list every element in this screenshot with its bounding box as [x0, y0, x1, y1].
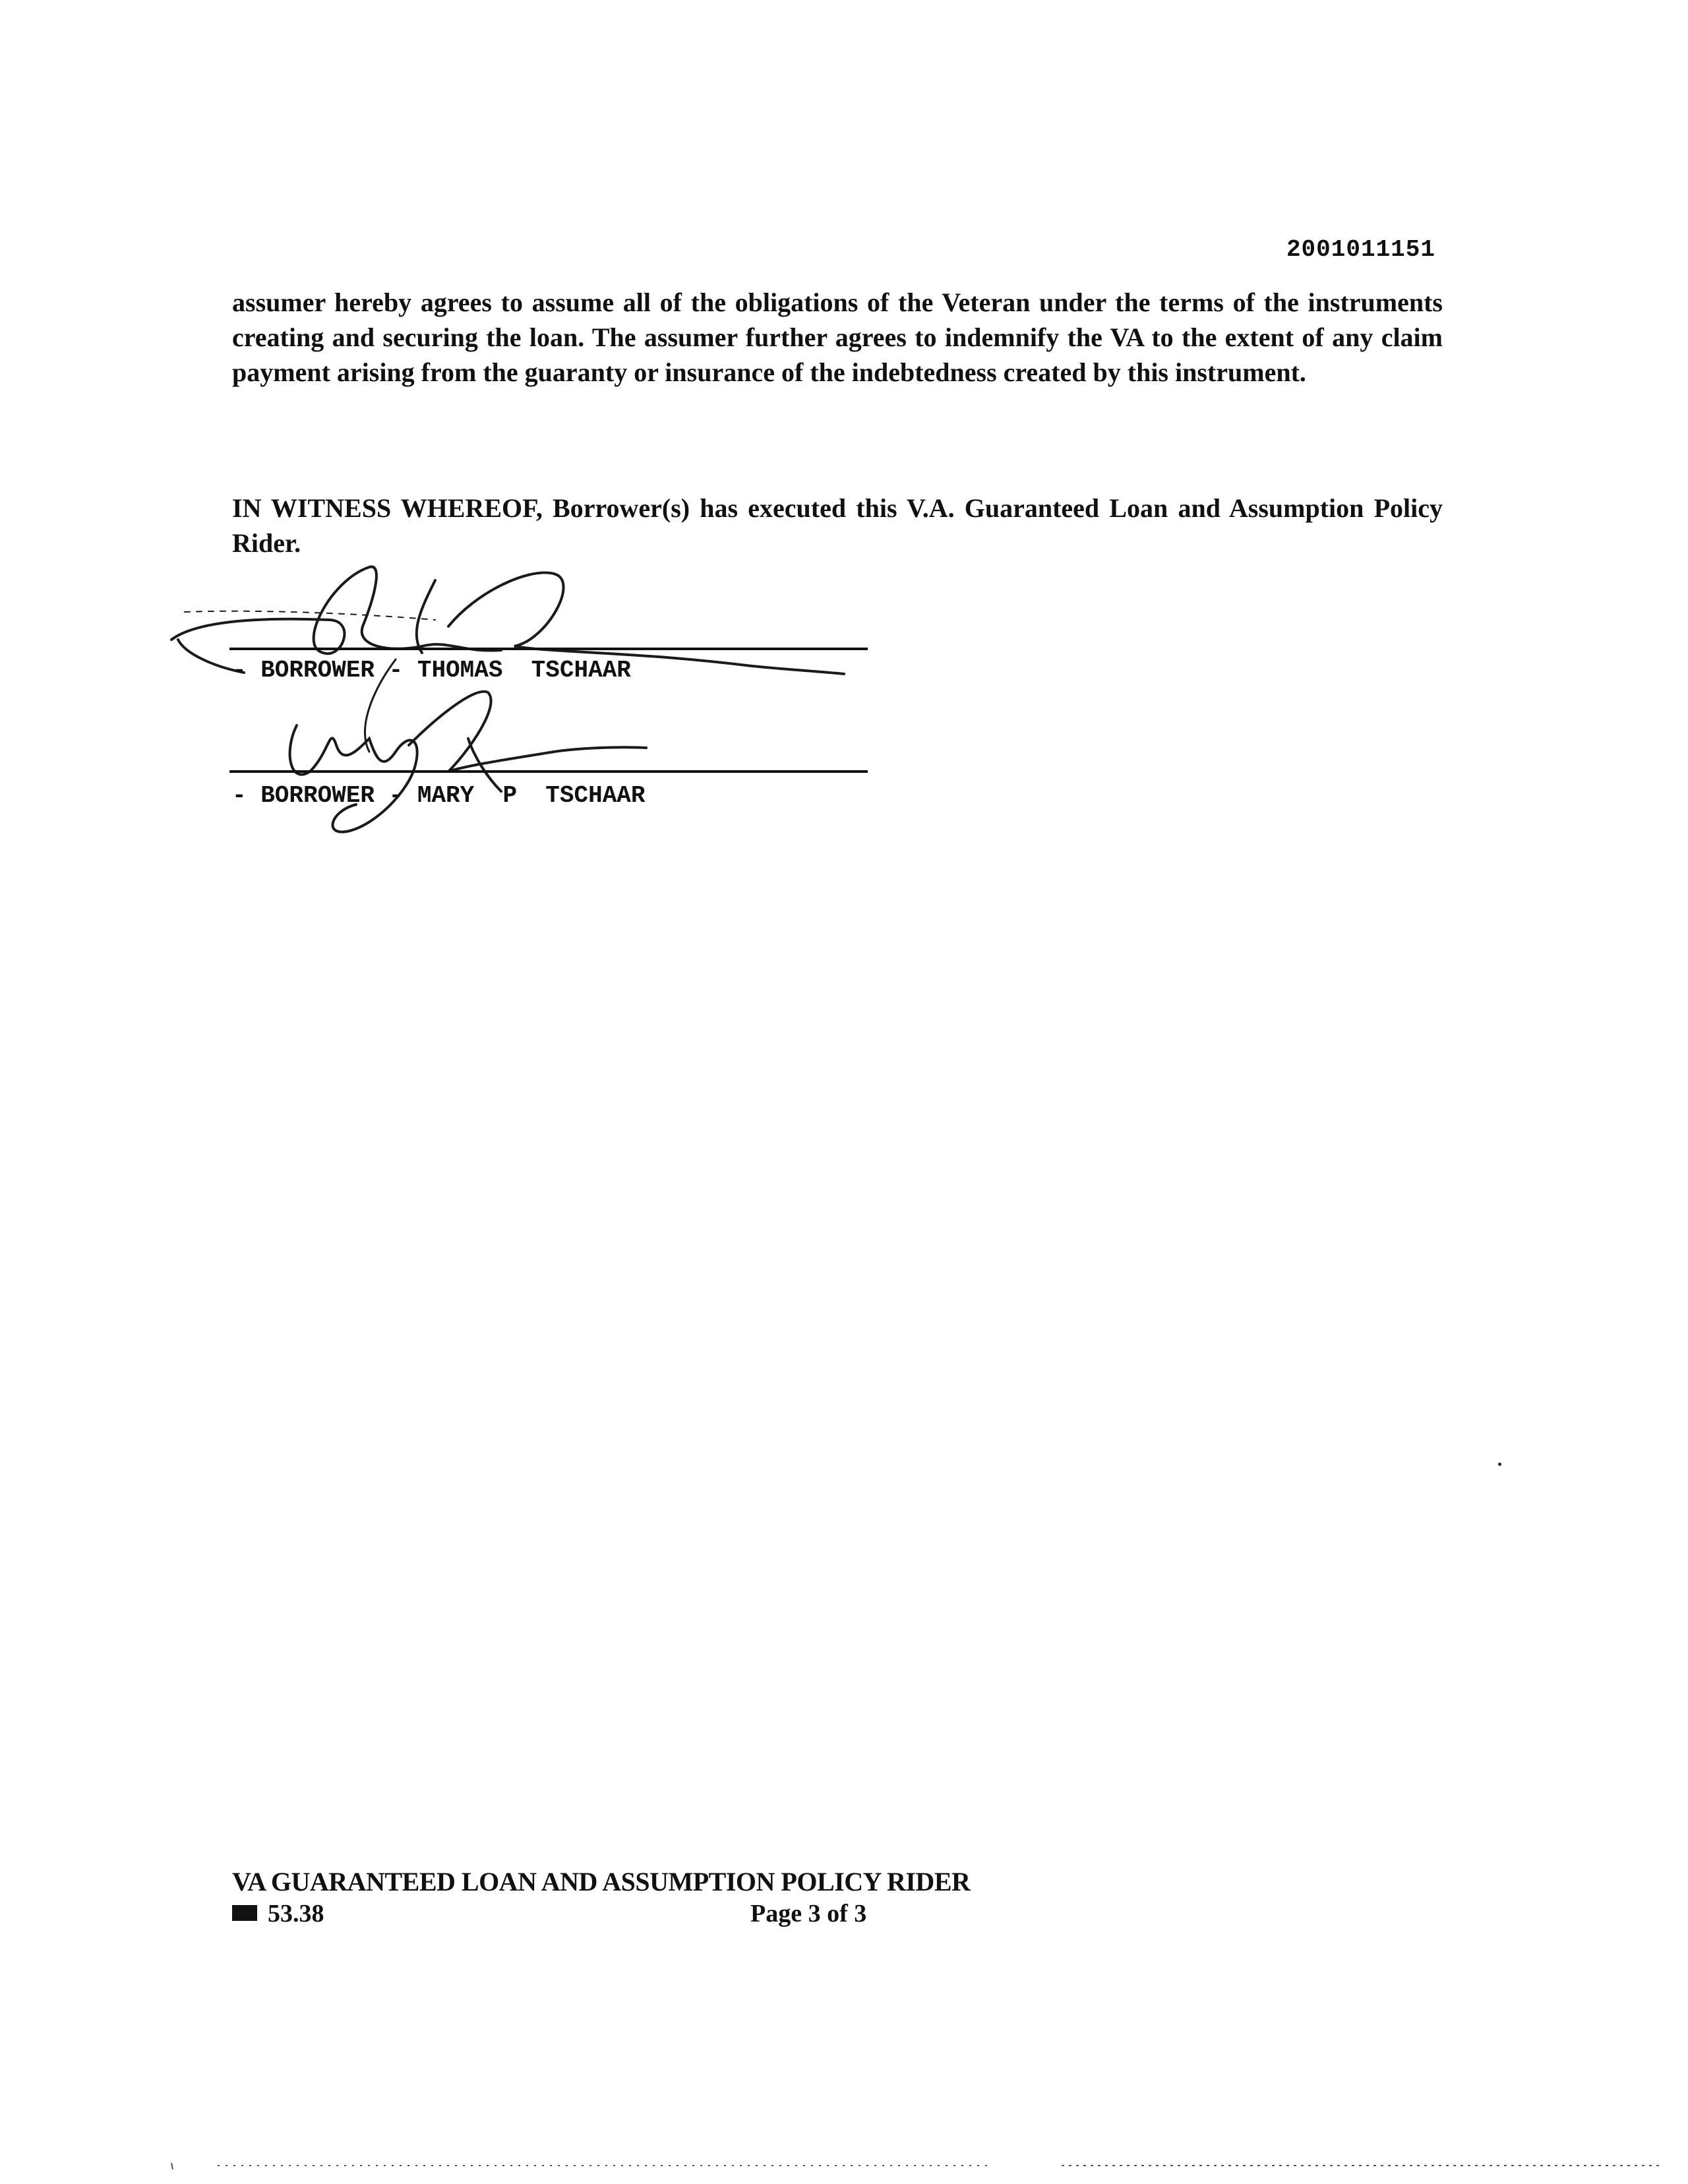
handwritten-signatures	[158, 554, 917, 857]
body-paragraph-witness	[232, 491, 1443, 561]
form-logo-icon	[232, 1905, 257, 1921]
form-title: VA GUARANTEED LOAN AND ASSUMPTION POLICY RIDER	[232, 1867, 971, 1896]
scan-edge-noise	[0, 2159, 1688, 2172]
signature-stroke	[290, 725, 417, 832]
form-number	[232, 1899, 324, 1928]
paragraph-text: assumer hereby agrees to assume all of the obligations of the Veteran under the terms of the instruments creating and securing the loan. The assumer further agrees to indemnify the VA to the extent of any claim payment arising from the guaranty or insurance of the indebtedness created by this instrument.	[232, 288, 1443, 387]
signature-caption-mary: - BORROWER - MARY P TSCHAAR	[232, 782, 646, 809]
signature-caption-thomas: - BORROWER - THOMAS TSCHAAR	[232, 657, 631, 684]
body-paragraph-obligations	[232, 285, 1443, 390]
paragraph-text: IN WITNESS WHEREOF, Borrower(s) has executed this V.A. Guaranteed Loan and Assumption Policy Rider.	[232, 493, 1443, 558]
page-indicator: Page 3 of 3	[750, 1900, 867, 1927]
signature-stroke	[417, 580, 435, 653]
form-number-text: 53.38	[268, 1900, 324, 1927]
scan-speck	[1498, 1463, 1501, 1466]
signature-stroke	[409, 692, 646, 772]
signature-line	[229, 648, 868, 650]
signature-stroke	[171, 566, 501, 653]
document-number: 2001011151	[1286, 236, 1435, 263]
signature-line	[229, 770, 868, 773]
